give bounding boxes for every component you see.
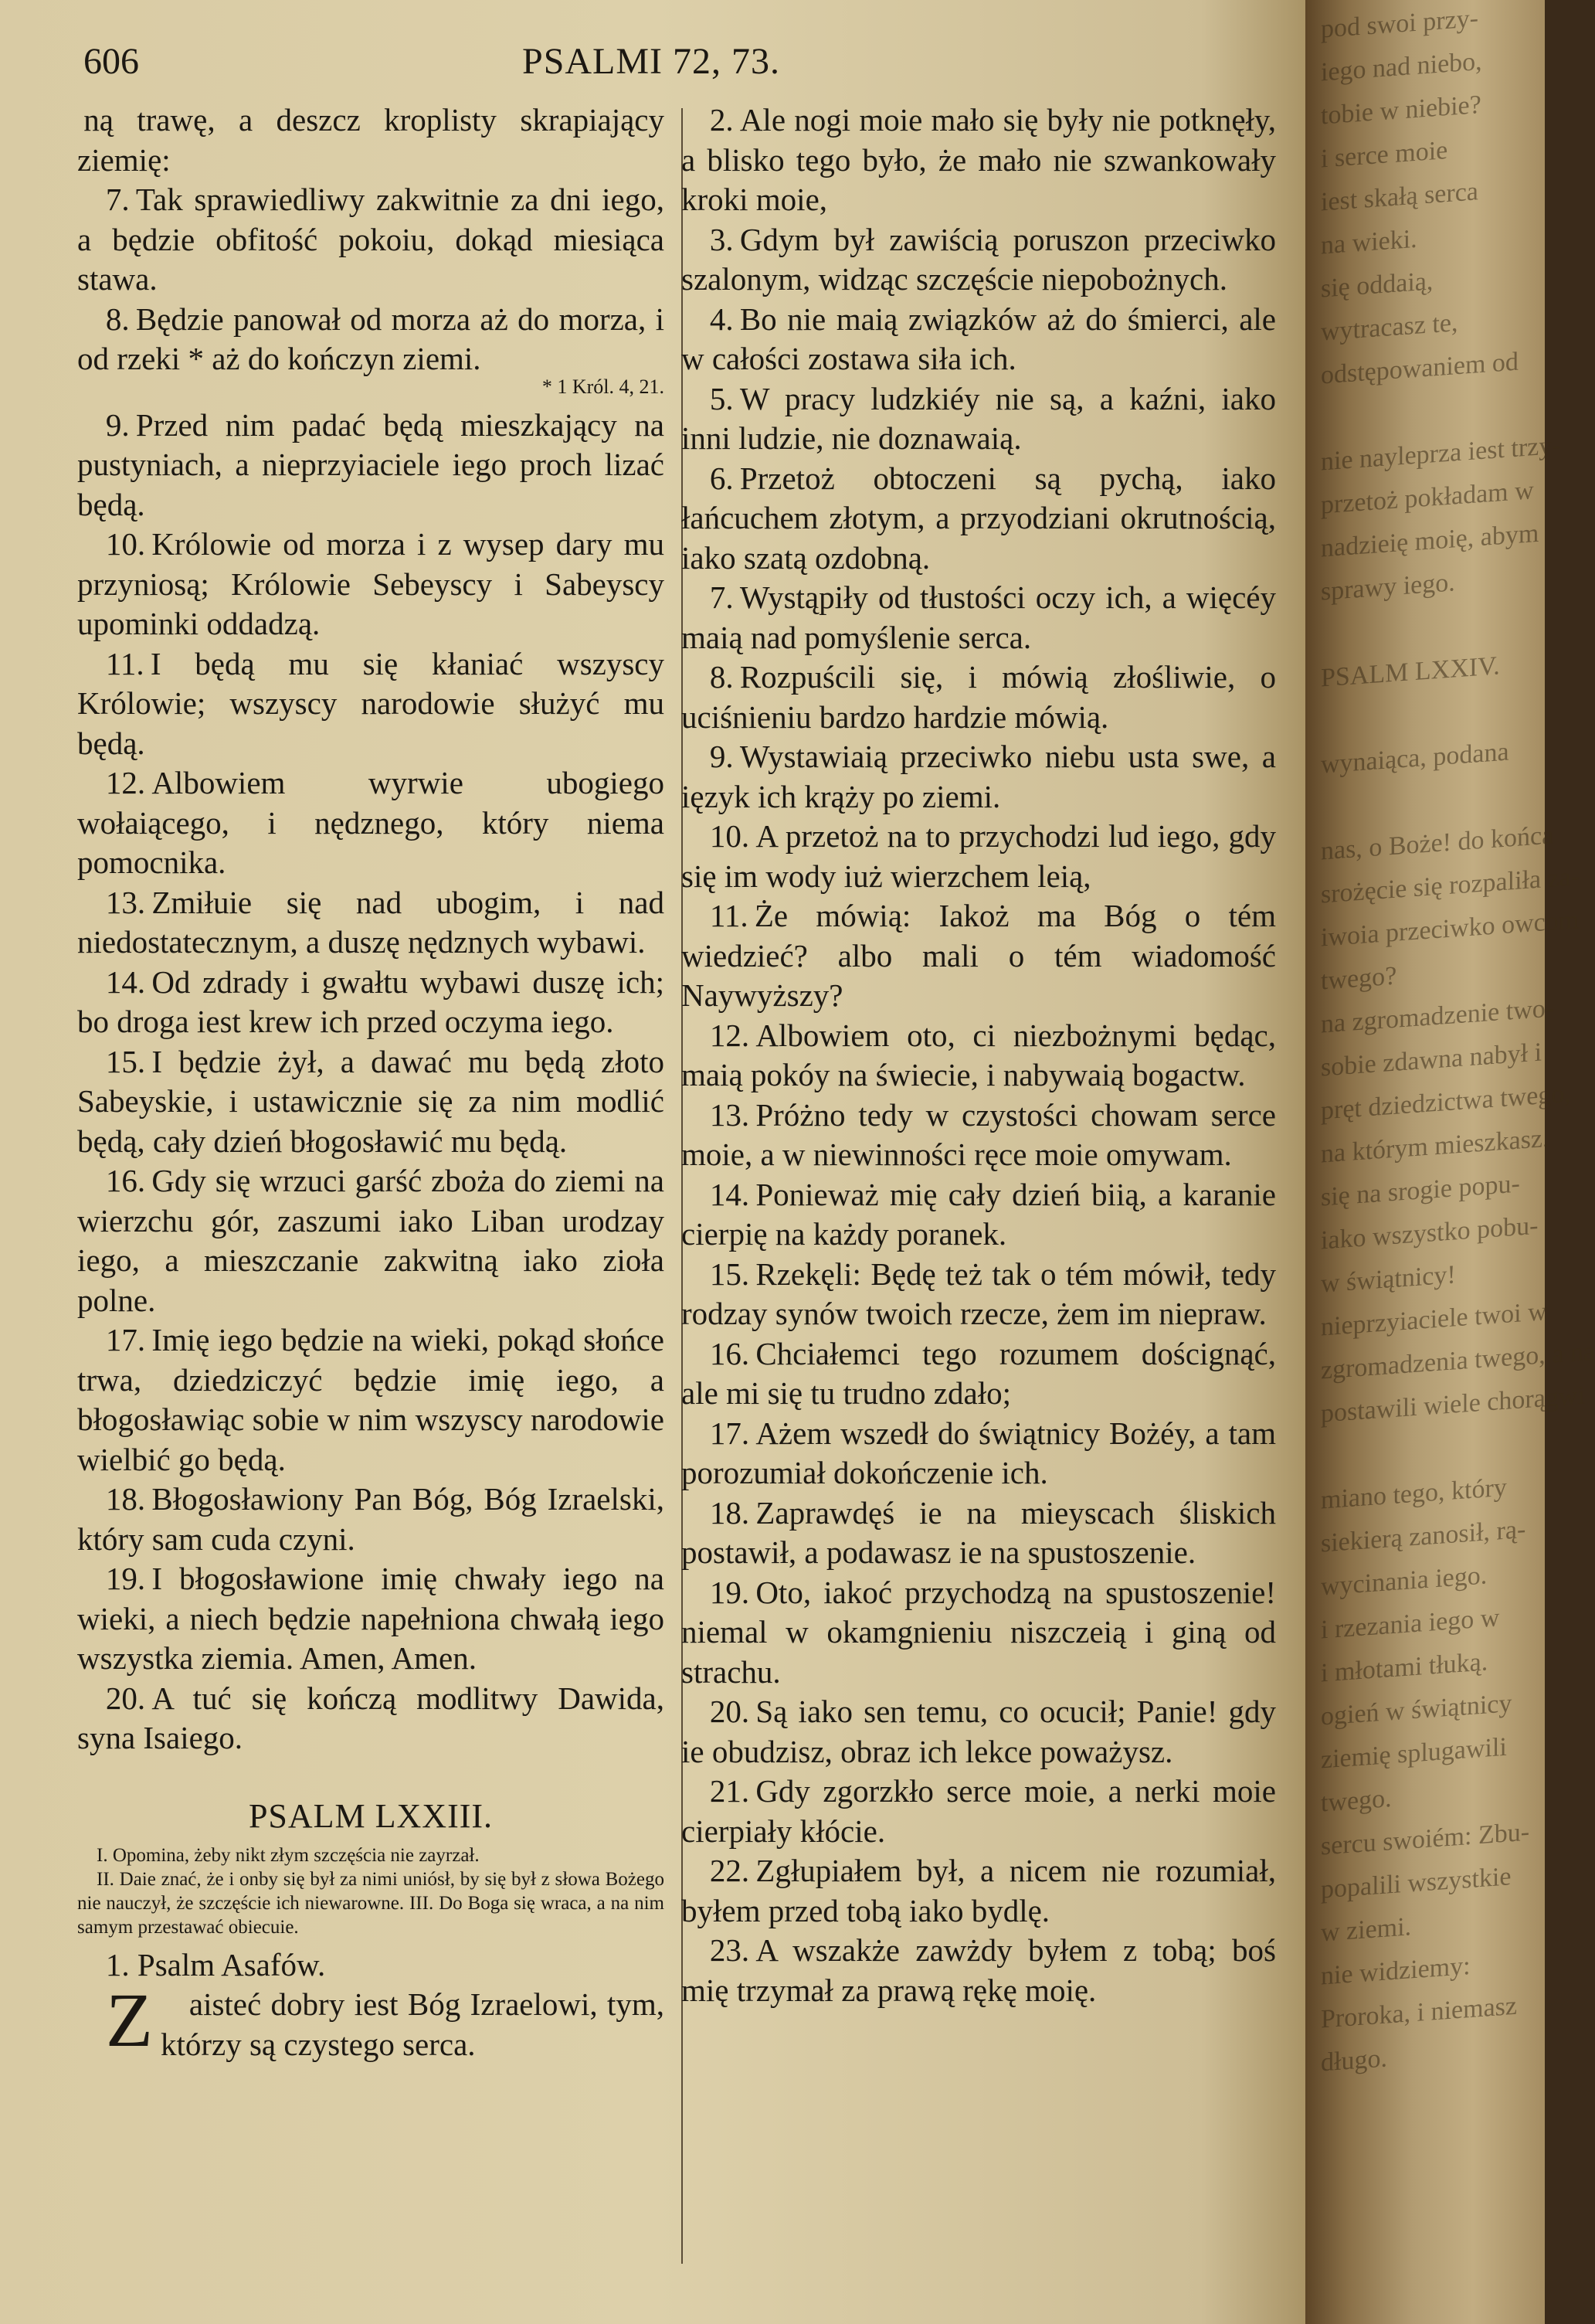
argument-line: II. Daie znać, że i onby się był za nimi uniósł, by się był z słowa Bożego nie nauczył, że szczęście ich niewarowne. III. Do Boga się wraca, a na nim samym przestawać obiecuie. (77, 1868, 664, 1938)
verse-number: 4. (709, 301, 734, 337)
facing-line: nie nayleprza iest trzy- (1321, 430, 1561, 477)
facing-line: iwoia przeciwko owcom (1321, 905, 1580, 953)
verse-text: Oto, iakoć przychodzą na spustoszenie! niemal w okamgnieniu niszczeią i giną od strachu. (681, 1574, 1276, 1690)
facing-line: siekierą zanosił, rą- (1321, 1514, 1526, 1558)
facing-line: iego nad niebo, (1321, 46, 1482, 87)
verse-number: 13. (105, 884, 146, 920)
verse-number: 15. (709, 1255, 750, 1292)
facing-line: miano tego, który (1321, 1473, 1507, 1515)
psalm-argument (77, 1843, 664, 1939)
verse-number: 18. (105, 1481, 146, 1517)
facing-line: iest skałą serca (1321, 177, 1478, 217)
page-title: PSALMI 72, 73. (522, 41, 781, 82)
verse (77, 883, 664, 963)
verse (681, 100, 1276, 220)
verse (681, 1493, 1276, 1573)
facing-line: ogień w świątnicy (1321, 1689, 1512, 1731)
verse-number: 21. (709, 1773, 750, 1809)
verse (681, 1573, 1276, 1693)
facing-line: przetoż pokładam w (1321, 476, 1534, 520)
verse-text: Gdy się wrzuci garść zboża do ziemi na wierzchu gór, zaszumi iako Liban urodzay iego, a mieszczanie zakwitną iako zioła polne. (77, 1163, 664, 1318)
facing-line: nadzieię moię, abym (1321, 518, 1539, 563)
psalm-verse-1: 1. Psalm Asafów. (105, 1946, 326, 1983)
verse-text: Królowie od morza i z wysep dary mu przyniosą; Królowie Sebeyscy i Sabeyscy upominki oddadzą. (77, 526, 664, 641)
verse-text: ną trawę, a deszcz kroplisty skrapiający ziemię: (77, 102, 664, 178)
facing-line: popalili wszystkie (1321, 1862, 1512, 1904)
verse-number: 18. (709, 1494, 750, 1531)
facing-line: twego? (1321, 961, 1397, 996)
verse-text: I błogosławione imię chwały iego na wieki, a niech będzie napełniona chwałą iego wszystka ziemia. Amen, Amen. (77, 1561, 664, 1676)
verse (681, 300, 1276, 379)
facing-line: wytracasz te, (1321, 308, 1458, 347)
verse-number: 22. (709, 1853, 750, 1888)
verse (77, 763, 664, 883)
verse-text: Od zdrady i gwałtu wybawi duszę ich; bo droga iest krew ich przed oczyma iego. (77, 963, 664, 1039)
verse-number: 19. (105, 1561, 146, 1596)
right-column (681, 100, 1276, 2010)
page-number: 606 (83, 41, 139, 82)
verse-number: 12. (709, 1017, 750, 1053)
verse-number: 15. (105, 1043, 146, 1079)
verse-number: 23. (709, 1932, 750, 1968)
verse-text: Albowiem oto, ci niezbożnymi będąc, maią pokóy na świecie, i nabywaią bogactw. (681, 1017, 1276, 1092)
verse (77, 1042, 664, 1162)
verse-number: 7. (709, 579, 734, 615)
verse-text: Wystawiaią przeciwko niebu usta swe, a ięzyk ich krąży po ziemi. (681, 739, 1276, 814)
verse (681, 817, 1276, 896)
verse-number: 9. (105, 406, 130, 443)
verse-text: Rozpuścili się, i mówią złośliwie, o uciśnieniu bardzo hardzie mówią. (681, 659, 1276, 735)
facing-line: długo. (1321, 2044, 1387, 2078)
verse-text: Gdy zgorzkło serce moie, a nerki moie cierpiały kłócie. (681, 1773, 1276, 1849)
verse-text: Zaprawdęś ie na mieyscach śliskich postawił, a podawasz ie na spustoszenie. (681, 1494, 1276, 1570)
verse (77, 525, 664, 644)
verse-number: 9. (709, 739, 734, 774)
cross-reference: * 1 Król. 4, 21. (541, 375, 664, 398)
facing-line: pręt dziedzictwa twego, (1321, 1079, 1571, 1126)
verse (77, 1480, 664, 1559)
verse-text: Albowiem wyrwie ubogiego wołaiącego, i nędznego, który niema pomocnika. (77, 765, 664, 880)
verse-number: 11. (105, 645, 144, 681)
verse-text: Tak sprawiedliwy zakwitnie za dni iego, a będzie obfitość pokoiu, dokąd miesiąca stawa. (77, 182, 664, 297)
facing-line: nas, o Boże! do końca (1321, 821, 1554, 866)
verse-number: 16. (105, 1163, 146, 1198)
psalm-heading: PSALM LXXIII. (248, 1796, 494, 1835)
facing-line: wynaiąca, podana (1321, 737, 1509, 780)
verse-text: I będzie żył, a dawać mu będą złoto Sabeyskie, i ustawicznie się za nim modlić będą, cały dzień błogosławić mu będą. (77, 1043, 664, 1159)
verse-text: Gdym był zawiścią poruszon przeciwko szalonym, widząc szczęście niepobożnych. (681, 221, 1276, 297)
verse (681, 379, 1276, 459)
verse-number: 8. (709, 659, 734, 695)
facing-line: i rzezania iego w (1321, 1603, 1500, 1645)
verse-number: 2. (709, 102, 734, 138)
verse-text: Błogosławiony Pan Bóg, Bóg Izraelski, który sam cuda czyni. (77, 1481, 664, 1557)
verse-number: 12. (105, 765, 146, 800)
verse (77, 1320, 664, 1480)
facing-line: nieprzyiaciele twoi w (1321, 1297, 1547, 1342)
facing-page-text (1321, 0, 1595, 2084)
verse (681, 1772, 1276, 1851)
verse-text: Są iako sen temu, co ocucił; Panie! gdy ie obudzisz, obraz ich lekce poważysz. (681, 1694, 1276, 1769)
facing-page (1305, 0, 1595, 2324)
facing-line: PSALM LXXIV. (1321, 651, 1500, 693)
verse (681, 657, 1276, 737)
verse-text: A przetoż na to przychodzi lud iego, gdy się im wody iuż wierzchem leią, (681, 818, 1276, 894)
verse (681, 896, 1276, 1016)
verse-text: W pracy ludzkiéy nie są, a kaźni, iako inni ludzie, nie doznawaią. (681, 380, 1276, 456)
verse (77, 1679, 664, 1758)
verse-text: Że mówią: Iakoż ma Bóg o tém wiedzieć? albo mali o tém wiadomość Naywyższy? (681, 898, 1276, 1013)
verse-text: Zgłupiałem był, a nicem nie rozumiał, byłem przed tobą iako bydlę. (681, 1853, 1276, 1928)
verse-text: Ażem wszedł do świątnicy Bożéy, a tam porozumiał dokończenie ich. (681, 1415, 1276, 1490)
verse (681, 1016, 1276, 1096)
verse-text: Przetoż obtoczeni są pychą, iako łańcuchem złotym, a przyodziani okrutnością, iako szatą ozdobną. (681, 460, 1276, 576)
facing-line: tobie w niebie? (1321, 90, 1481, 131)
facing-line: na wieki. (1321, 224, 1417, 260)
verse-text: Zmiłuie się nad ubogim, i nad niedostatecznym, a duszę nędznych wybawi. (77, 884, 664, 960)
facing-line: iako wszystko pobu- (1321, 1211, 1539, 1255)
facing-line: srożęcie się rozpaliła za- (1321, 862, 1580, 909)
verse-text: Próżno tedy w czystości chowam serce moie, a w niewinności ręce moie omywam. (681, 1096, 1276, 1172)
verse (77, 1559, 664, 1679)
verse-number: 14. (709, 1176, 750, 1212)
verse (681, 459, 1276, 579)
verse (681, 1851, 1276, 1931)
facing-line: w ziemi. (1321, 1912, 1412, 1948)
verse-text: Wystąpiły od tłustości oczy ich, a więcéy maią nad pomyślenie serca. (681, 579, 1276, 655)
verse (77, 644, 664, 764)
verse-number: 20. (105, 1680, 146, 1716)
verse-number: 17. (105, 1322, 146, 1357)
verse (77, 1161, 664, 1320)
verse (681, 1334, 1276, 1414)
verse-number: 13. (709, 1096, 750, 1133)
verse (77, 180, 664, 300)
facing-line: zgromadzenia twego, a na (1321, 1337, 1595, 1385)
verse (681, 578, 1276, 657)
verse-number: 5. (709, 380, 734, 416)
opening-text: aisteć dobry iest Bóg Izraelowi, tym, którzy są czystego serca. (160, 1986, 664, 2062)
verse-text: A wszakże zawżdy byłem z tobą; boś mię trzymał za prawą rękę moię. (681, 1932, 1276, 2008)
verse (681, 1175, 1276, 1255)
verse (681, 1255, 1276, 1334)
left-column (77, 100, 664, 2064)
verse-text: Imię iego będzie na wieki, pokąd słońce trwa, dziedziczyć będzie imię iego, a błogosławiąc sobie w nim wszyscy narodowie wielbić go będą. (77, 1322, 664, 1477)
verse-text: A tuć się kończą modlitwy Dawida, syna Isaiego. (77, 1680, 664, 1755)
verse-number: 19. (709, 1574, 750, 1610)
facing-line: ziemię splugawili (1321, 1732, 1507, 1775)
facing-line: sercu swoiém: Zbu- (1321, 1817, 1530, 1861)
verse (681, 1096, 1276, 1175)
facing-line: w świątnicy! (1321, 1260, 1456, 1299)
verse-number: 20. (709, 1694, 750, 1729)
verse-number: 11. (709, 898, 748, 933)
facing-line: nie widziemy: (1321, 1951, 1471, 1991)
verse (681, 220, 1276, 300)
facing-line: na którym mieszkasz. (1321, 1123, 1549, 1169)
verse-text: Ale nogi moie mało się były nie potknęły, a blisko tego było, że mało nie szwankowały kroki moie, (681, 102, 1276, 217)
verse-number: 10. (709, 818, 750, 854)
verse-text: Ponieważ mię cały dzień biią, a karanie cierpię na każdy poranek. (681, 1176, 1276, 1252)
verse (681, 737, 1276, 817)
verse (77, 406, 664, 525)
verse-text: Rzekęli: Będę też tak o tém mówił, tedy rodzay synów twoich rzecze, żem im niepraw. (681, 1255, 1276, 1331)
verse-number: 7. (105, 182, 130, 217)
verse-number: 17. (709, 1415, 750, 1451)
facing-line: sobie zdawna nabył i (1321, 1038, 1542, 1082)
running-header (0, 40, 1305, 90)
drop-cap: Z (105, 1977, 153, 2063)
verse (77, 963, 664, 1042)
verse-number: 16. (709, 1335, 750, 1371)
facing-line: odstępowaniem od (1321, 347, 1519, 390)
verse-number: 6. (709, 460, 734, 496)
facing-line: wycinania iego. (1321, 1561, 1488, 1602)
verse-text: Będzie panował od morza aż do morza, i od rzeki * aż do kończyn ziemi. (77, 301, 664, 376)
facing-line: na zgromadzenie two- (1321, 994, 1555, 1039)
verse (681, 1414, 1276, 1493)
facing-line: i serce moie (1321, 136, 1448, 174)
facing-line: postawili wiele chorągwi (1321, 1381, 1585, 1429)
facing-line: się oddaią, (1321, 267, 1434, 304)
argument-line: I. Opomina, żeby nikt złym szczęścia nie zayrzał. (97, 1844, 480, 1866)
verse-number: 10. (105, 526, 146, 562)
facing-line: Proroka, i niemasz (1321, 1991, 1517, 2034)
verse (77, 100, 664, 180)
verse-text: Przed nim padać będą mieszkający na pustyniach, a nieprzyiaciele iego proch lizać będą. (77, 406, 664, 522)
verse (681, 1931, 1276, 2010)
facing-line: sprawy iego. (1321, 568, 1455, 606)
verse-number: 8. (105, 301, 130, 337)
left-verses (77, 100, 664, 1758)
opening-verse (77, 1977, 664, 2064)
verse-number: 3. (709, 221, 734, 257)
facing-line: i młotami tłuką. (1321, 1647, 1488, 1688)
verse-number: 14. (105, 963, 146, 1000)
facing-line: twego. (1321, 1784, 1392, 1818)
verse (77, 300, 664, 379)
verse-text: Bo nie maią związków aż do śmierci, ale w całości zostawa siła ich. (681, 301, 1276, 376)
facing-line: się na srogie popu- (1321, 1169, 1520, 1212)
right-verses (681, 100, 1276, 2010)
facing-line: pod swoi przy- (1321, 4, 1478, 44)
verse-text: I będą mu się kłaniać wszyscy Królowie; wszyscy narodowie służyć mu będą. (77, 645, 664, 761)
verse (681, 1692, 1276, 1772)
verse-text: Chciałemci tego rozumem doścignąć, ale mi się tu trudno zdało; (681, 1335, 1276, 1411)
